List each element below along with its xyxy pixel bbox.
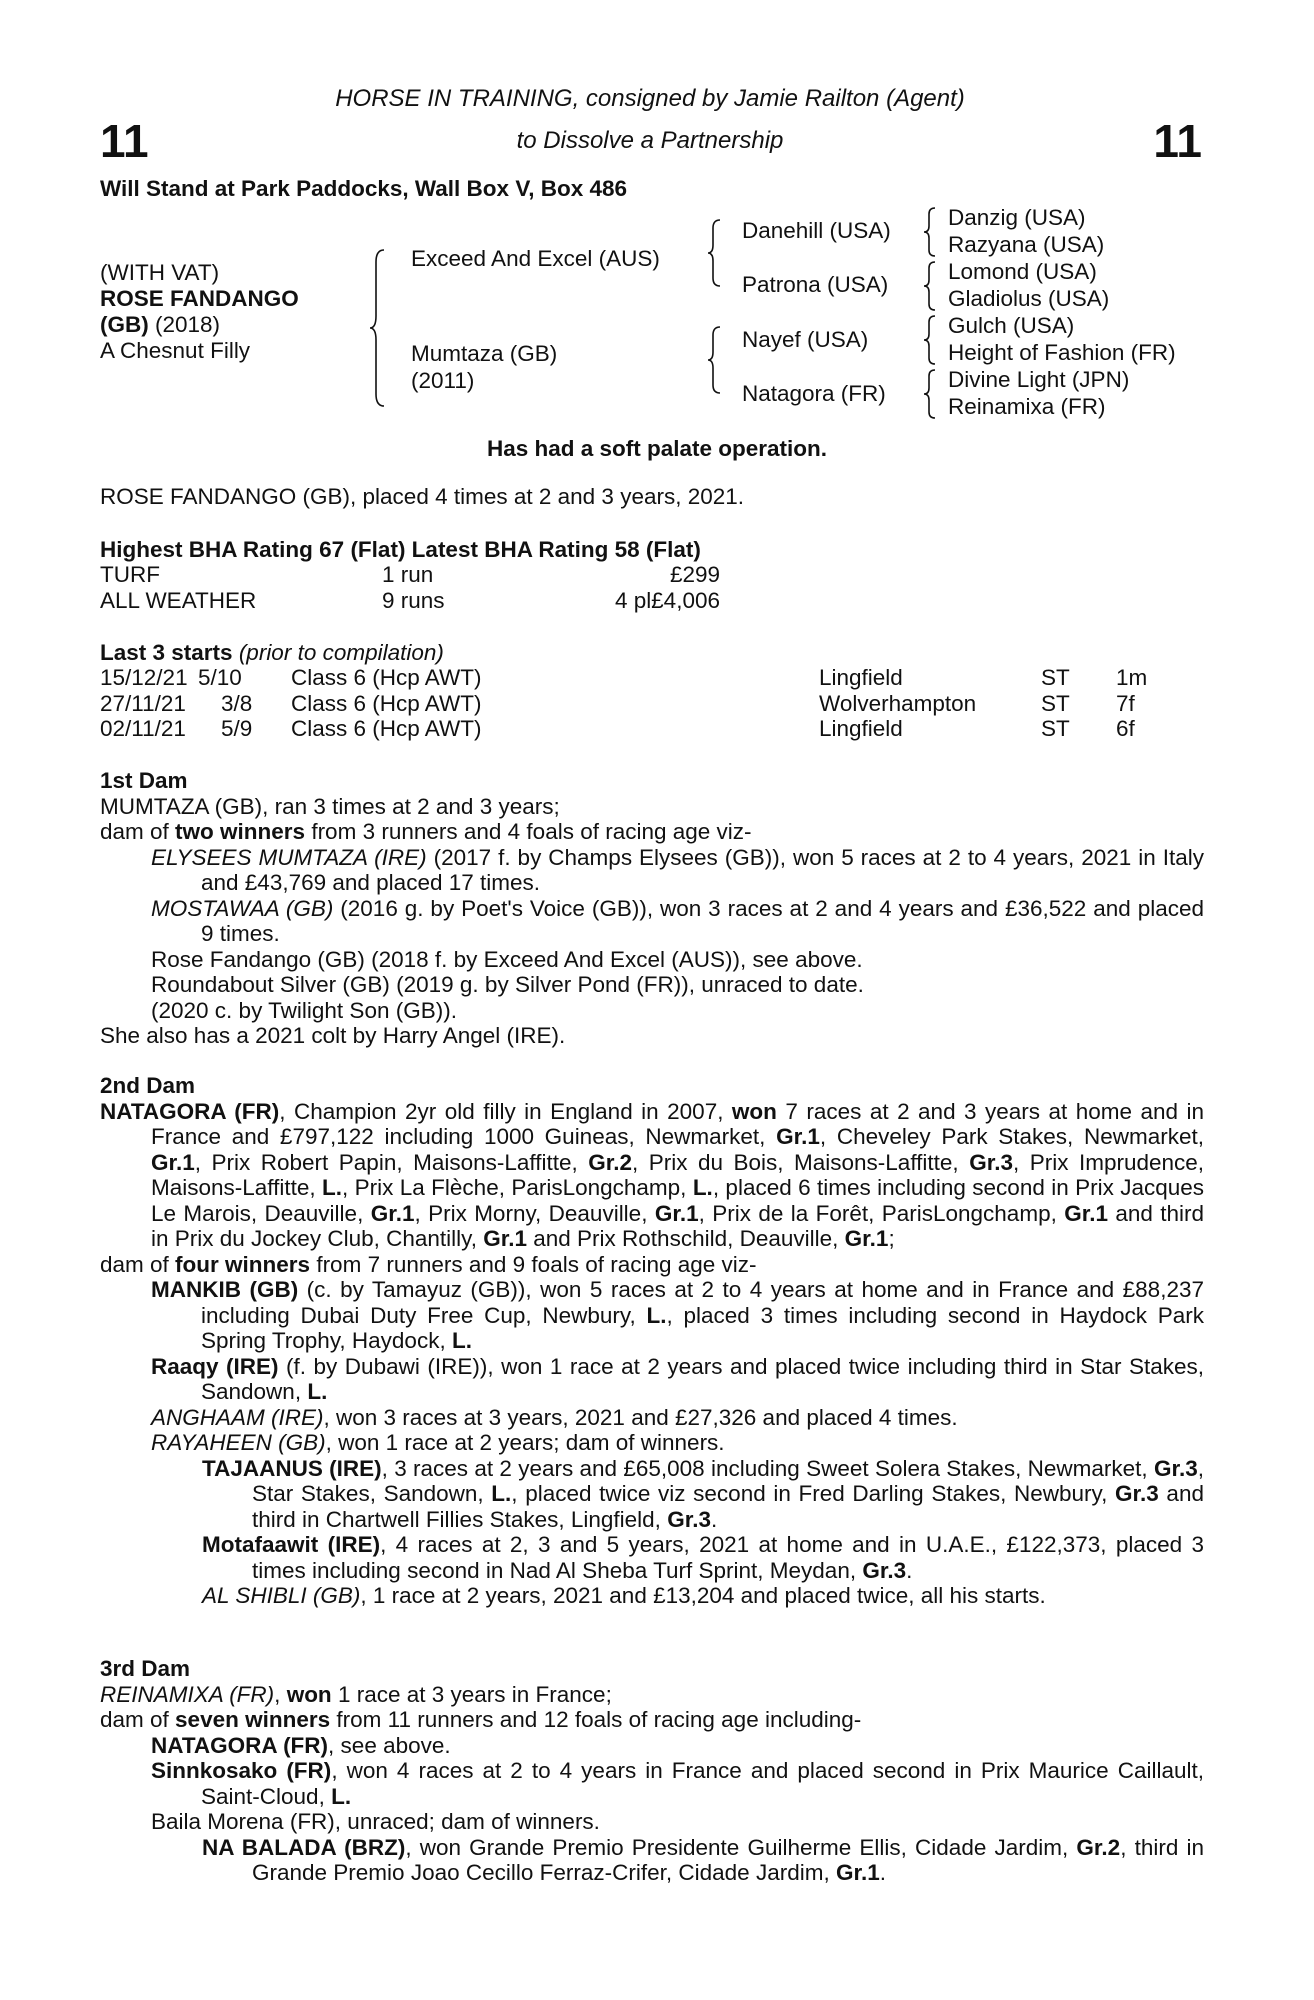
text: , Prix La Flèche, ParisLongchamp,	[342, 1175, 693, 1200]
grade: L.	[331, 1783, 352, 1809]
start-distance: 7f	[1116, 690, 1135, 716]
grade: Gr.1	[151, 1149, 195, 1175]
text: dam of	[100, 1707, 176, 1732]
rating-placed: 4 pl	[615, 587, 652, 613]
text: , won Grande Premio Presidente Guilherme Ellis, Cidade Jardim,	[405, 1834, 1077, 1860]
bha-rating-title: Highest BHA Rating 67 (Flat) Latest BHA Rating 58 (Flat)	[100, 537, 701, 562]
pedigree-brace-main	[370, 248, 390, 408]
text: , Star Stakes, Sandown,	[252, 1455, 1204, 1506]
text: 7 races at 2 and 3 years at home and in France and £797,122 including 1000 Guineas, Newmarket,	[151, 1098, 1204, 1149]
text: (c. by Tamayuz (GB)), won 5 races at 2 to 4 years at home and in France and £88,237 including Dubai Duty Free Cup, Newbury,	[201, 1277, 1204, 1328]
rating-surface: TURF	[100, 562, 160, 587]
pedigree-sire-dam: Patrona (USA)	[742, 272, 889, 297]
consignor-subline: to Dissolve a Partnership	[516, 127, 784, 154]
won-label: won	[731, 1098, 777, 1124]
horse-description: A Chesnut Filly	[100, 338, 251, 363]
text: .	[710, 1506, 718, 1532]
rating-prize: £299	[669, 562, 720, 587]
text: , won 4 races at 2 to 4 years in France and placed second in Prix Maurice Caillault, Saint-Cloud,	[201, 1758, 1204, 1809]
start-going: ST	[1041, 716, 1070, 741]
text: dam of	[100, 1251, 176, 1277]
text: , Prix de la Forêt, ParisLongchamp,	[698, 1200, 1065, 1226]
first-dam-produce-summary	[100, 819, 1204, 845]
pedigree-ggs-8: Reinamixa (FR)	[948, 394, 1106, 419]
start-date: 15/12/21	[100, 665, 188, 690]
produce-name: Sinnkosako (FR)	[151, 1758, 332, 1783]
rating-table	[100, 562, 1204, 614]
produce-entry: Roundabout Silver (GB) (2019 g. by Silver Pond (FR)), unraced to date.	[151, 972, 864, 997]
start-class: Class 6 (Hcp AWT)	[291, 716, 482, 741]
produce-name: NA BALADA (BRZ)	[202, 1834, 406, 1860]
produce-entry	[100, 896, 1204, 947]
produce-entry	[100, 1758, 1204, 1809]
text: from 11 runners and 12 foals of racing age including-	[330, 1707, 862, 1732]
start-row	[100, 665, 1204, 691]
grand-produce-entry	[100, 1583, 1204, 1609]
produce-name: Motafaawit (IRE)	[202, 1532, 381, 1557]
text: , see above.	[328, 1732, 451, 1758]
pedigree-sire: Exceed And Excel (AUS)	[411, 246, 660, 271]
produce-entry	[100, 1354, 1204, 1405]
grade: Gr.3	[1153, 1455, 1198, 1481]
first-dam-intro: MUMTAZA (GB), ran 3 times at 2 and 3 years;	[100, 793, 560, 819]
pedigree-ggs-6: Height of Fashion (FR)	[948, 340, 1176, 365]
start-date: 02/11/21	[100, 716, 186, 741]
produce-entry	[100, 1430, 1204, 1456]
rating-runs: 9 runs	[382, 587, 445, 613]
start-distance: 1m	[1116, 665, 1148, 690]
text: , Prix Imprudence, Maisons-Laffitte,	[151, 1149, 1205, 1200]
text: ;	[888, 1226, 895, 1251]
text: , Prix Robert Papin, Maisons-Laffitte,	[194, 1149, 589, 1175]
text: , 1 race at 2 years, 2021 and £13,204 and placed twice, all his starts.	[360, 1583, 1046, 1608]
produce-name: ANGHAAM (IRE)	[151, 1404, 324, 1430]
text: ,	[274, 1681, 287, 1707]
start-position: 5/10	[198, 665, 242, 690]
text: and Prix Rothschild, Deauville,	[527, 1226, 845, 1251]
horse-year: (2018)	[148, 312, 221, 337]
text: 1 race at 3 years in France;	[331, 1681, 612, 1707]
start-course: Lingfield	[819, 716, 903, 741]
dam-name: NATAGORA (FR)	[100, 1098, 280, 1124]
grade: Gr.1	[483, 1226, 527, 1251]
grand-produce-entry	[100, 1835, 1204, 1886]
rating-runs: 1 run	[382, 562, 434, 587]
produce-name: RAYAHEEN (GB)	[151, 1430, 326, 1455]
winners-count: seven winners	[175, 1707, 331, 1732]
produce-name: MANKIB (GB)	[151, 1277, 299, 1302]
text: , Cheveley Park Stakes, Newmarket,	[819, 1124, 1204, 1149]
vat-label: (WITH VAT)	[100, 260, 220, 285]
third-dam-record	[100, 1682, 1204, 1708]
start-date: 27/11/21	[100, 690, 186, 716]
start-going: ST	[1041, 665, 1070, 690]
second-dam-section	[100, 1073, 1204, 1609]
pedigree-ggs-5: Gulch (USA)	[948, 313, 1075, 338]
produce-entry	[100, 1405, 1204, 1431]
text: , 4 races at 2, 3 and 5 years, 2021 at home and in U.A.E., £122,373, placed 3 times including second in Nad Al Sheba Turf Sprint, Meydan,	[252, 1532, 1204, 1583]
grand-produce-entry	[100, 1532, 1204, 1583]
grade: L.	[307, 1379, 328, 1404]
text: , placed 6 times including second in Prix Jacques Le Marois, Deauville,	[151, 1175, 1205, 1226]
rating-surface: ALL WEATHER	[100, 587, 257, 613]
grade: Gr.3	[1115, 1481, 1159, 1506]
produce-entry	[100, 1733, 1204, 1759]
start-class: Class 6 (Hcp AWT)	[291, 665, 482, 690]
pedigree-ggs-2: Razyana (USA)	[948, 232, 1105, 257]
text: dam of	[100, 819, 176, 844]
start-course: Lingfield	[819, 665, 903, 690]
grade: Gr.2	[588, 1149, 633, 1175]
rating-row	[100, 588, 1204, 614]
text: from 7 runners and 9 foals of racing age viz-	[310, 1251, 757, 1277]
lot-number-left: 11	[100, 115, 149, 167]
text: .	[906, 1557, 913, 1583]
pedigree-brace-gs3	[924, 314, 938, 366]
grade: L.	[692, 1175, 713, 1200]
grade: Gr.3	[969, 1149, 1013, 1175]
last-starts-heading: Last 3 starts	[100, 640, 233, 665]
horse-country: (GB)	[100, 312, 149, 337]
first-dam-title: 1st Dam	[100, 768, 188, 793]
third-dam-produce-summary	[100, 1707, 1204, 1733]
grade: L.	[451, 1328, 472, 1353]
horse-name: ROSE FANDANGO	[100, 286, 299, 311]
pedigree-dam-sire: Nayef (USA)	[742, 327, 869, 352]
produce-detail: (2017 f. by Champs Elysees (GB)), won 5 races at 2 to 4 years, 2021 in Italy and £43,769 and placed 17 times.	[201, 844, 1205, 895]
text: , placed 3 times including second in Haydock Park Spring Trophy, Haydock,	[201, 1302, 1205, 1353]
text: (f. by Dubawi (IRE)), won 1 race at 2 years and placed twice including third in Star Stakes, Sandown,	[201, 1353, 1204, 1404]
text: , 3 races at 2 years and £65,008 including Sweet Solera Stakes, Newmarket,	[381, 1455, 1154, 1481]
pedigree-brace-gs2	[924, 260, 938, 312]
pedigree-ggs-4: Gladiolus (USA)	[948, 286, 1110, 311]
last-starts-table	[100, 665, 1204, 743]
pedigree-brace-gs1	[924, 206, 938, 258]
dam-name: REINAMIXA (FR)	[100, 1681, 275, 1707]
lot-number-right: 11	[1153, 115, 1202, 167]
text: , placed twice viz second in Fred Darling Stakes, Newbury,	[511, 1481, 1116, 1506]
won-label: won	[286, 1681, 332, 1707]
start-course: Wolverhampton	[819, 690, 977, 716]
pedigree-brace-sire	[708, 218, 724, 288]
grade: Gr.3	[862, 1557, 907, 1583]
produce-name: ELYSEES MUMTAZA (IRE)	[151, 844, 427, 870]
text: , Champion 2yr old filly in England in 2007,	[279, 1098, 732, 1124]
produce-detail: (2016 g. by Poet's Voice (GB)), won 3 races at 2 and 4 years and £36,522 and placed 9 times.	[201, 895, 1204, 946]
pedigree-ggs-3: Lomond (USA)	[948, 259, 1097, 284]
grade: Gr.1	[1064, 1200, 1108, 1226]
pedigree-ggs-1: Danzig (USA)	[948, 205, 1086, 230]
produce-entry	[100, 1277, 1204, 1354]
text: , won 3 races at 3 years, 2021 and £27,326 and placed 4 times.	[323, 1404, 958, 1430]
pedigree-dam: Mumtaza (GB)	[411, 341, 558, 366]
grade: L.	[491, 1481, 512, 1506]
grade: Gr.3	[667, 1506, 711, 1532]
grade: Gr.1	[844, 1226, 889, 1251]
pedigree-sire-sire: Danehill (USA)	[742, 218, 891, 243]
second-dam-title: 2nd Dam	[100, 1073, 196, 1098]
text: from 3 runners and 4 foals of racing age viz-	[305, 819, 752, 844]
winners-count: two winners	[175, 819, 306, 844]
start-class: Class 6 (Hcp AWT)	[291, 690, 482, 716]
text: and third in Prix du Jockey Club, Chantilly,	[151, 1200, 1205, 1251]
consignor-line: HORSE IN TRAINING, consigned by Jamie Railton (Agent)	[335, 85, 965, 112]
produce-entry: Rose Fandango (GB) (2018 f. by Exceed And Excel (AUS)), see above.	[151, 946, 863, 972]
grade: Gr.1	[370, 1200, 415, 1226]
start-position: 5/9	[221, 716, 253, 741]
grade: L.	[322, 1175, 343, 1200]
grade: L.	[646, 1302, 667, 1328]
grade: Gr.1	[835, 1860, 880, 1885]
grade: Gr.2	[1076, 1834, 1121, 1860]
second-dam-produce-summary	[100, 1252, 1204, 1278]
last-starts-subtitle: (prior to compilation)	[232, 640, 444, 665]
text: , Prix Morny, Deauville,	[414, 1200, 655, 1226]
start-row	[100, 691, 1204, 717]
grand-produce-entry	[100, 1456, 1204, 1533]
pedigree-brace-gs4	[924, 368, 938, 420]
first-dam-section	[100, 768, 1204, 1049]
pedigree-dam-year: (2011)	[411, 368, 475, 393]
start-going: ST	[1041, 690, 1070, 716]
pedigree-ggs-7: Divine Light (JPN)	[948, 367, 1130, 392]
third-dam-section	[100, 1656, 1204, 1886]
produce-name: NATAGORA (FR)	[151, 1732, 329, 1758]
produce-name: TAJAANUS (IRE)	[202, 1455, 382, 1481]
start-distance: 6f	[1116, 716, 1135, 741]
start-position: 3/8	[221, 690, 253, 716]
race-summary: ROSE FANDANGO (GB), placed 4 times at 2 and 3 years, 2021.	[100, 484, 745, 509]
rating-row	[100, 562, 1204, 588]
horse-country-year	[100, 312, 220, 338]
produce-name: AL SHIBLI (GB)	[202, 1583, 361, 1608]
produce-name: MOSTAWAA (GB)	[151, 895, 334, 921]
grade: Gr.1	[654, 1200, 699, 1226]
winners-count: four winners	[175, 1251, 311, 1277]
grade: Gr.1	[776, 1124, 820, 1149]
pedigree-brace-dam	[708, 325, 724, 395]
text: , Prix du Bois, Maisons-Laffitte,	[632, 1149, 970, 1175]
produce-name: Raaqy (IRE)	[151, 1353, 279, 1379]
text: , third in Grande Premio Joao Cecillo Ferraz-Crifer, Cidade Jardim,	[252, 1834, 1205, 1885]
last-starts-title	[100, 640, 444, 666]
produce-entry: Baila Morena (FR), unraced; dam of winners.	[151, 1809, 600, 1834]
text: .	[879, 1860, 887, 1885]
rating-prize: £4,006	[651, 587, 720, 613]
stand-location: Will Stand at Park Paddocks, Wall Box V, Box 486	[100, 176, 628, 201]
text: , won 1 race at 2 years; dam of winners.	[325, 1430, 725, 1455]
pedigree-dam-dam: Natagora (FR)	[742, 381, 886, 406]
text: and third in Chartwell Fillies Stakes, Lingfield,	[252, 1481, 1204, 1532]
veterinary-note: Has had a soft palate operation.	[486, 436, 828, 461]
first-dam-note: She also has a 2021 colt by Harry Angel (IRE).	[100, 1023, 566, 1048]
produce-entry	[100, 845, 1204, 896]
second-dam-record	[100, 1099, 1204, 1252]
produce-entry: (2020 c. by Twilight Son (GB)).	[151, 997, 457, 1023]
start-row	[100, 716, 1204, 742]
third-dam-title: 3rd Dam	[100, 1656, 191, 1681]
